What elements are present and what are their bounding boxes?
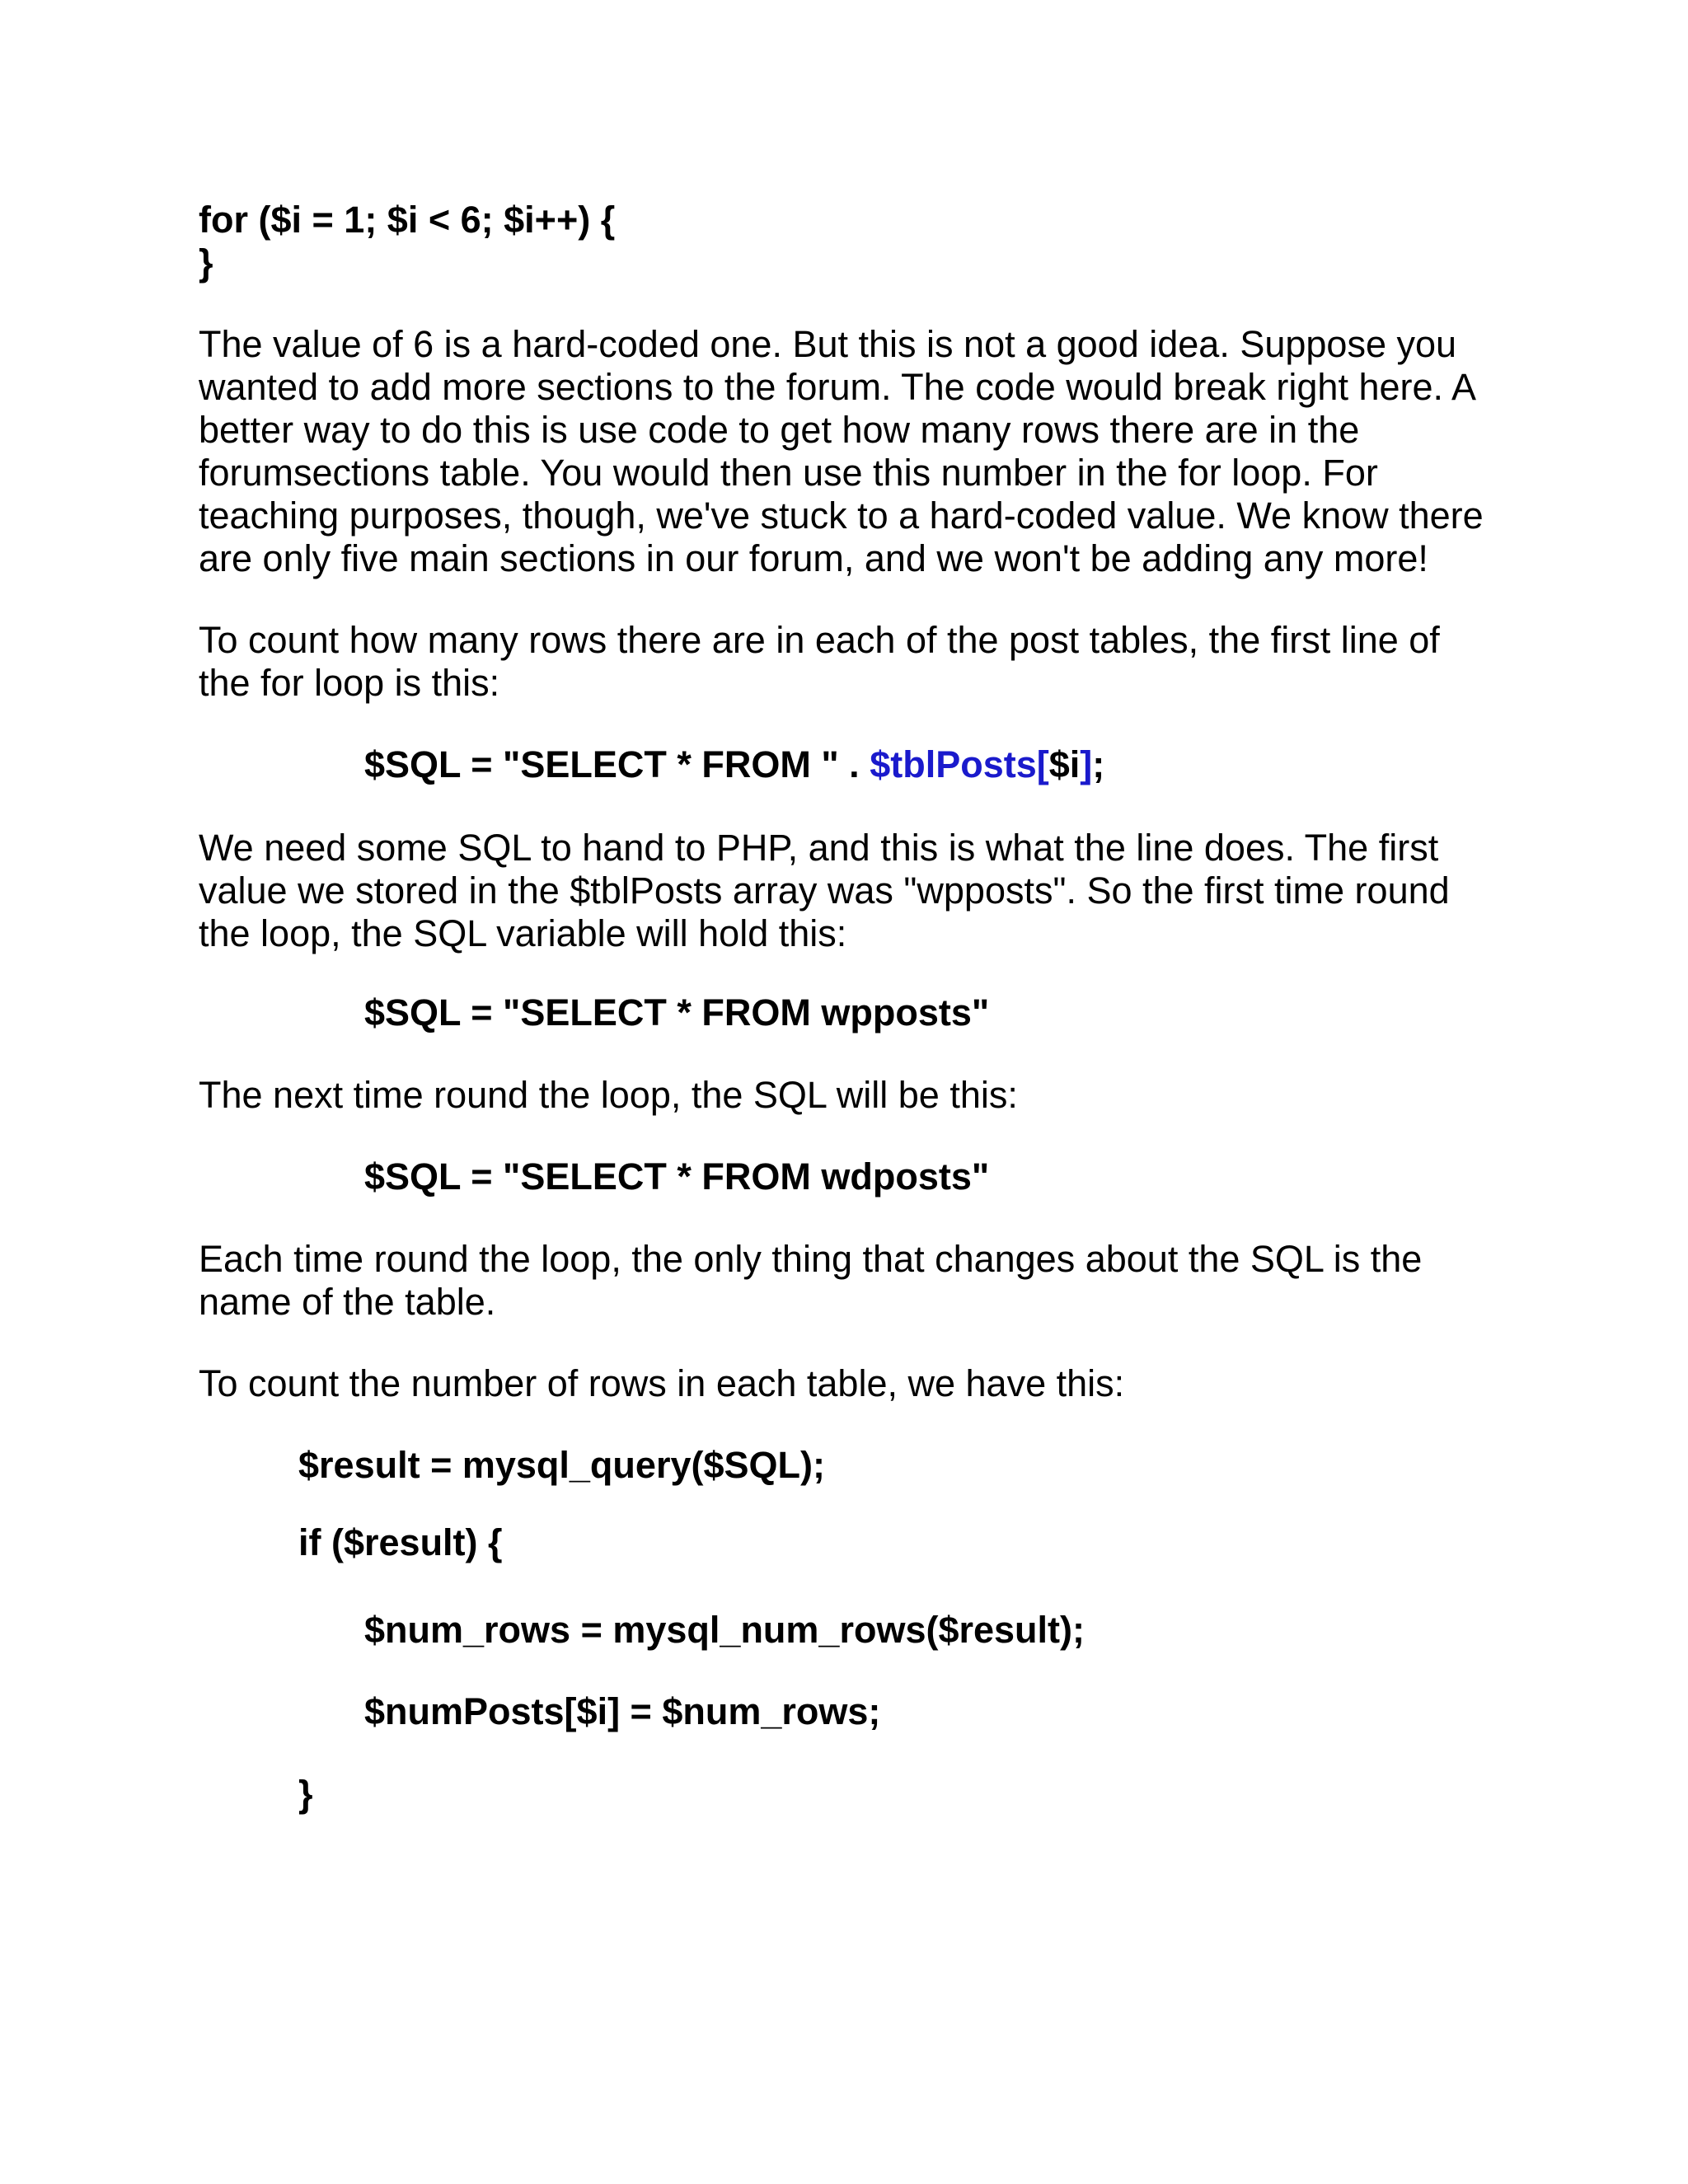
sql-wdposts-code: $SQL = "SELECT * FROM wdposts" (364, 1155, 990, 1197)
num-rows-line: $num_rows = mysql_num_rows($result); (364, 1609, 1085, 1651)
paragraph-hard-coded-value (199, 323, 1484, 580)
paragraph-line: name of the table. (199, 1281, 496, 1323)
paragraph-sql-explanation (199, 827, 1450, 955)
sql-select-prefix: $SQL = "SELECT * FROM " . (364, 743, 870, 785)
paragraph-line: wanted to add more sections to the forum. The code would break right here. A (199, 366, 1477, 408)
paragraph-line: are only five main sections in our forum, and we won't be adding any more! (199, 537, 1428, 579)
sql-wpposts-code: $SQL = "SELECT * FROM wpposts" (364, 991, 990, 1033)
mysql-query-line: $result = mysql_query($SQL); (298, 1444, 825, 1486)
index-variable: $i (1048, 743, 1081, 785)
paragraph-line: the for loop is this: (199, 662, 500, 704)
for-loop-code (199, 199, 615, 284)
for-loop-line: for ($i = 1; $i < 6; $i++) { (199, 199, 616, 241)
paragraph-line: better way to do this is use code to get how many rows there are in the (199, 409, 1360, 451)
paragraph-line: We need some SQL to hand to PHP, and this is what the line does. The first (199, 827, 1439, 869)
paragraph-line: forumsections table. You would then use this number in the for loop. For (199, 452, 1378, 494)
bracket-open: [ (1036, 743, 1049, 785)
if-result-line: if ($result) { (298, 1521, 503, 1563)
statement-terminator: ; (1092, 743, 1105, 785)
paragraph-line: value we stored in the $tblPosts array was "wpposts". So the first time round (199, 869, 1450, 912)
tblposts-variable: $tblPosts (870, 743, 1037, 785)
paragraph-table-name (199, 1238, 1422, 1324)
paragraph-count-rows (199, 619, 1440, 705)
sql-select-code (364, 743, 1104, 786)
paragraph-line: The next time round the loop, the SQL will be this: (199, 1074, 1018, 1116)
paragraph-count-number (199, 1362, 1124, 1405)
bracket-close: ] (1080, 743, 1093, 785)
paragraph-line: To count how many rows there are in each of the post tables, the first line of (199, 619, 1440, 661)
paragraph-line: To count the number of rows in each table, we have this: (199, 1362, 1125, 1404)
paragraph-line: The value of 6 is a hard-coded one. But this is not a good idea. Suppose you (199, 323, 1457, 365)
if-close-brace: } (298, 1773, 313, 1815)
for-loop-close-brace: } (199, 241, 213, 284)
paragraph-line: Each time round the loop, the only thing that changes about the SQL is the (199, 1238, 1423, 1280)
paragraph-next-time (199, 1074, 1018, 1117)
num-posts-line: $numPosts[$i] = $num_rows; (364, 1690, 881, 1732)
paragraph-line: teaching purposes, though, we've stuck to a hard-coded value. We know there (199, 494, 1484, 537)
paragraph-line: the loop, the SQL variable will hold this: (199, 912, 847, 954)
